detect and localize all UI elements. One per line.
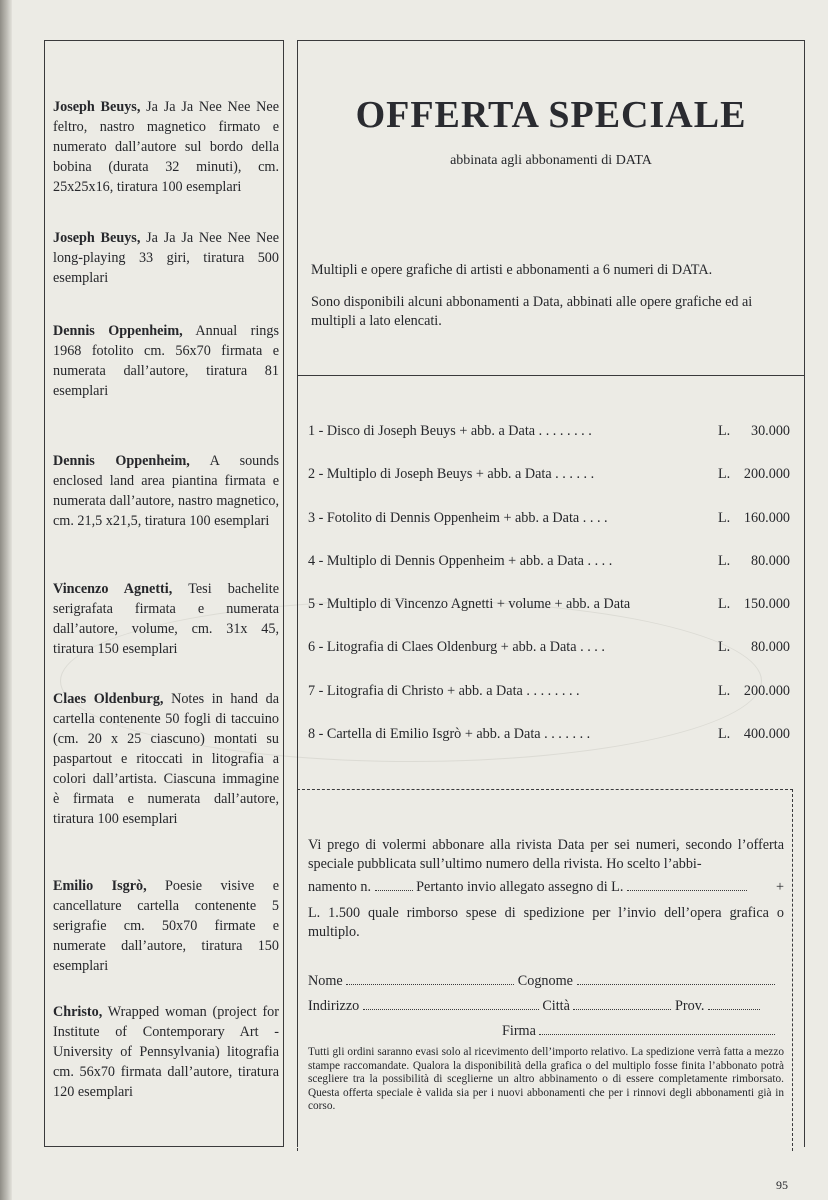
- prov-label: Prov.: [675, 998, 705, 1014]
- price-item: [308, 510, 790, 530]
- firma-field[interactable]: [539, 1022, 775, 1035]
- item-currency: L.: [718, 683, 731, 699]
- catalog-entry: [53, 321, 279, 401]
- nome-label: Nome: [308, 973, 343, 989]
- entry-text: Annual rings 1968 fotolito cm. 56x70 firmata e numerata dall’autore, tiratura 81 esemplari: [53, 323, 279, 399]
- entry-text: Tesi bachelite serigrafata firmata e numerata dall’autore, volume, cm. 31x 45, tiratura 150 esemplari: [53, 581, 280, 657]
- item-desc: 8 - Cartella di Emilio Isgrò + abb. a Data . . . . . . .: [308, 726, 591, 742]
- catalog-entry: [53, 579, 279, 659]
- price-item: [308, 726, 790, 746]
- item-currency: L.: [718, 553, 731, 569]
- item-price: 200.000: [743, 683, 790, 699]
- offer-intro: Sono disponibili alcuni abbonamenti a Data, abbinati alle opere grafiche ed ai multipli a lato elencati.: [311, 294, 753, 329]
- item-currency: L.: [718, 639, 731, 655]
- item-price: 150.000: [743, 596, 790, 612]
- signature-row: [502, 1022, 782, 1041]
- form-rimborso: L. 1.500 quale rimborso spese di spedizione per l’invio dell’opera grafica o multiplo.: [308, 905, 784, 940]
- price-item: [308, 683, 790, 703]
- offer-intro: Multipli e opere grafiche di artisti e abbonamenti a 6 numeri di DATA.: [311, 262, 713, 278]
- prov-field[interactable]: [708, 997, 760, 1010]
- price-item: [308, 553, 790, 573]
- nome-field[interactable]: [346, 972, 514, 985]
- entry-text: A sounds enclosed land area piantina firmata e numerata dall’autore, nastro magnetico, cm. 21,5 x21,5, tiratura 100 esemplari: [53, 453, 279, 529]
- item-desc: 4 - Multiplo di Dennis Oppenheim + abb. a Data . . . .: [308, 553, 613, 569]
- entry-text: Poesie visive e cancellature cartella contenente 5 serigrafie cm. 50x70 firmate e numerate dall’autore, tiratura 150 esemplari: [53, 878, 280, 974]
- entry-author: Claes Oldenburg,: [53, 691, 164, 707]
- item-price: 160.000: [743, 510, 790, 526]
- item-desc: 1 - Disco di Joseph Beuys + abb. a Data . . . . . . . .: [308, 423, 592, 439]
- offer-title: OFFERTA SPECIALE: [355, 94, 747, 136]
- catalog-entry: [53, 451, 279, 531]
- cheque-amount-field[interactable]: [627, 878, 747, 891]
- form-request: Vi prego di volermi abbonare alla rivista Data per sei numeri, secondo l’offerta speciale pubblicata sull’ultimo numero della rivista. Ho scelto l’abbi-: [308, 837, 784, 872]
- catalog-entry: [53, 1002, 279, 1102]
- price-item: [308, 596, 790, 616]
- citta-label: Città: [542, 998, 570, 1014]
- item-currency: L.: [718, 726, 731, 742]
- offer-subtitle: abbinata agli abbonamenti di DATA: [450, 153, 652, 168]
- price-item: [308, 639, 790, 659]
- item-desc: 3 - Fotolito di Dennis Oppenheim + abb. a Data . . . .: [308, 510, 608, 526]
- catalog-entry: [53, 689, 279, 829]
- firma-label: Firma: [502, 1023, 536, 1039]
- entry-author: Dennis Oppenheim,: [53, 453, 190, 469]
- entry-text: Notes in hand da cartella contenente 50 fogli di taccuino (cm. 20 x 25 ciascuno) montati su paspartout e ritoccati in litografia a colori dall’artista. Ciascuna immagine è firmata e numerata dall’autore, tiratura 100 esemplari: [53, 691, 280, 827]
- item-price: 30.000: [750, 423, 790, 439]
- item-desc: 6 - Litografia di Claes Oldenburg + abb. a Data . . . .: [308, 639, 605, 655]
- entry-author: Emilio Isgrò,: [53, 878, 147, 894]
- citta-field[interactable]: [573, 997, 671, 1010]
- pertanto-label: Pertanto invio allegato assegno di L.: [416, 879, 624, 895]
- item-currency: L.: [718, 466, 731, 482]
- entry-author: Vincenzo Agnetti,: [53, 581, 173, 597]
- price-item: [308, 423, 790, 443]
- indirizzo-field[interactable]: [363, 997, 539, 1010]
- indirizzo-label: Indirizzo: [308, 998, 360, 1014]
- order-form: [297, 789, 793, 1151]
- item-currency: L.: [718, 423, 731, 439]
- cognome-field[interactable]: [577, 972, 775, 985]
- item-desc: 7 - Litografia di Christo + abb. a Data . . . . . . . .: [308, 683, 580, 699]
- price-item: [308, 466, 790, 486]
- fine-print: Tutti gli ordini saranno evasi solo al ricevimento dell’importo relativo. La spedizione verrà fatta a mezzo stampe raccomandate. Qualora la disponibilità della grafica o del multiplo fosse finita l’abbonato potrà scegliere tra la possibilità di sceglierne un altro abbinamento o di essere completamente rimborsato. Questa offerta speciale è valida sia per i nuovi abbonamenti che per i rinnovi degli abbonamenti già in corso.: [308, 1046, 784, 1112]
- entry-author: Joseph Beuys,: [53, 99, 141, 115]
- name-row: [308, 972, 784, 991]
- address-row: [308, 997, 784, 1016]
- item-price: 80.000: [750, 639, 790, 655]
- item-price: 80.000: [750, 553, 790, 569]
- subscription-number-field[interactable]: [375, 878, 413, 891]
- entry-text: Wrapped woman (project for Institute of Contemporary Art - University of Pennsylvania) litografia cm. 56x70 firmata dall’autore, tiratura 120 esemplari: [53, 1004, 279, 1100]
- entry-author: Dennis Oppenheim,: [53, 323, 183, 339]
- divider: [298, 375, 804, 376]
- item-price: 200.000: [743, 466, 790, 482]
- entry-text: Ja Ja Ja Nee Nee Nee long-playing 33 giri, tiratura 500 esemplari: [53, 230, 279, 286]
- entry-text: Ja Ja Ja Nee Nee Nee feltro, nastro magnetico firmato e numerato dall’autore sul bordo della bobina (durata 32 minuti), cm. 25x25x16, tiratura 100 esemplari: [53, 99, 279, 195]
- catalog-entry: [53, 97, 279, 197]
- cognome-label: Cognome: [517, 973, 573, 989]
- entry-author: Joseph Beuys,: [53, 230, 141, 246]
- book-binding: [0, 0, 12, 1200]
- page-number: 95: [776, 1178, 788, 1192]
- catalog-entry: [53, 228, 279, 288]
- entry-author: Christo,: [53, 1004, 103, 1020]
- namento-label: namento n.: [308, 879, 372, 895]
- item-price: 400.000: [743, 726, 790, 742]
- catalog-list: [44, 40, 284, 1147]
- item-currency: L.: [718, 596, 731, 612]
- item-desc: 5 - Multiplo di Vincenzo Agnetti + volume + abb. a Data: [308, 596, 631, 612]
- item-currency: L.: [718, 510, 731, 526]
- item-desc: 2 - Multiplo di Joseph Beuys + abb. a Data . . . . . .: [308, 466, 595, 482]
- form-amount-line: [308, 878, 784, 897]
- plus-sign: +: [775, 879, 784, 895]
- catalog-entry: [53, 876, 279, 976]
